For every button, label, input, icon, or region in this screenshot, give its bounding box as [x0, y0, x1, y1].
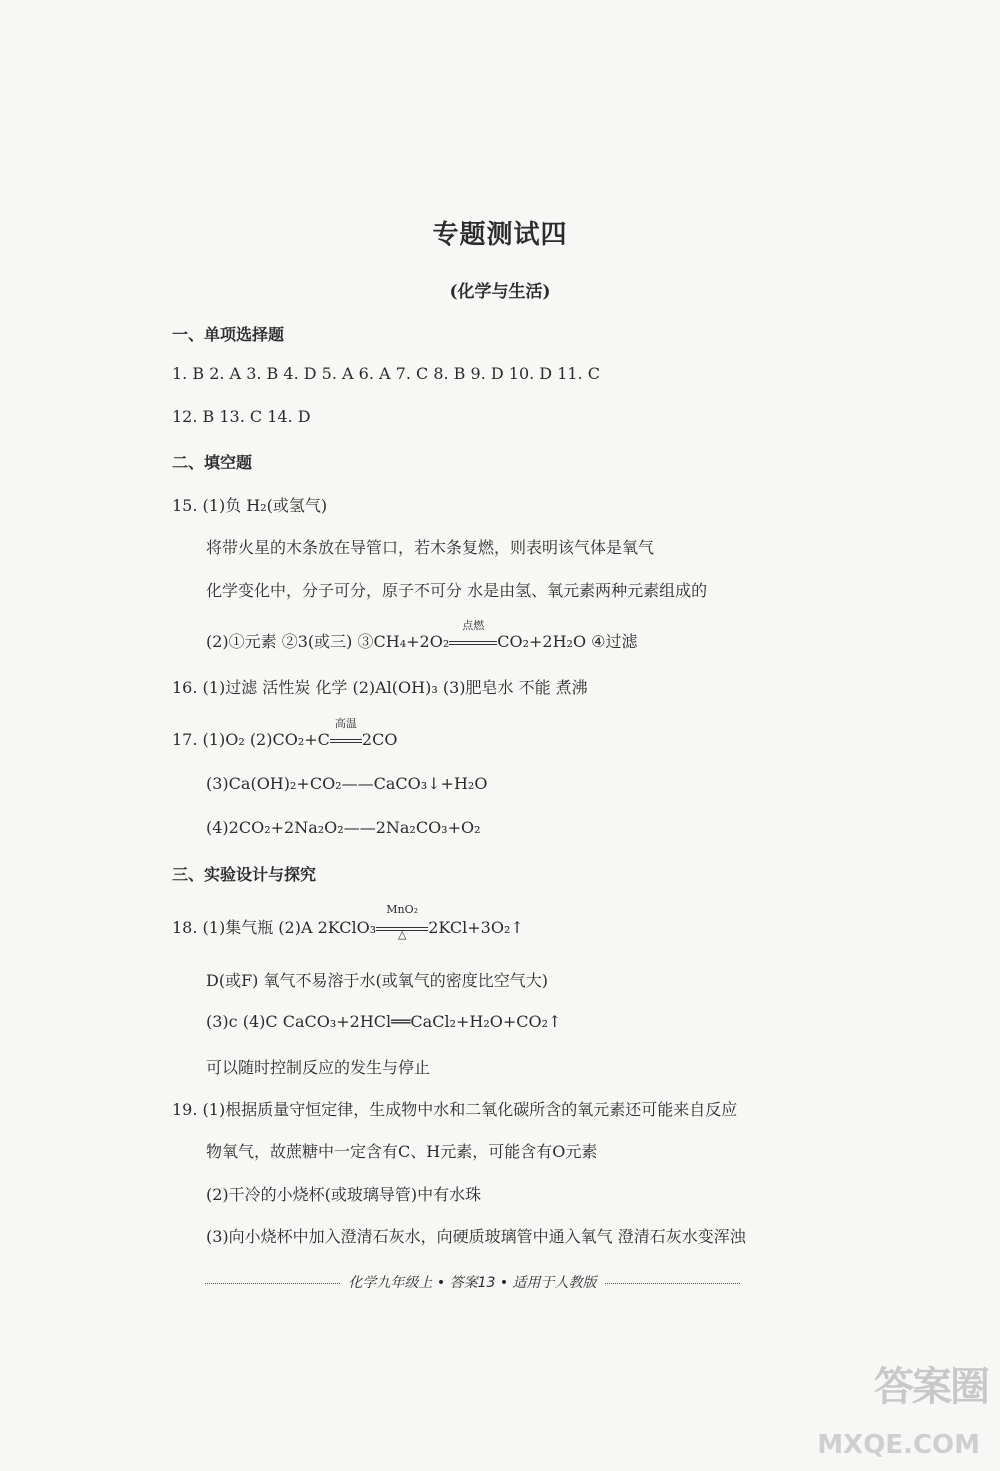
q18-equation-right: 2KCl+3O₂↑: [428, 918, 524, 937]
page-title: 专题测试四: [432, 220, 568, 250]
q18-equation-left: 18. (1)集气瓶 (2)A 2KClO₃: [172, 918, 377, 937]
q17-line-1: [172, 717, 398, 749]
reaction-condition: [330, 717, 362, 749]
page-footer: [145, 1272, 800, 1292]
watermark-logo: 答案圈: [874, 1364, 988, 1410]
q19-line-2: 物氧气，故蔗糖中一定含有C、H元素，可能含有O元素: [206, 1142, 598, 1161]
q15-equation-left: (2)①元素 ②3(或三) ③CH₄+2O₂: [206, 632, 450, 651]
section-heading-choice: 一、单项选择题: [172, 325, 285, 344]
q17-line-3: (4)2CO₂+2Na₂O₂——2Na₂CO₃+O₂: [206, 818, 481, 837]
answer-row-2: 12. B 13. C 14. D: [172, 407, 311, 426]
section-heading-experiment: 三、实验设计与探究: [172, 865, 317, 884]
q18-line-3: (3)c (4)C CaCO₃+2HCl══CaCl₂+H₂O+CO₂↑: [206, 1012, 562, 1031]
q19-line-3: (2)干冷的小烧杯(或玻璃导管)中有水珠: [206, 1185, 482, 1204]
q17-equation-left: 17. (1)O₂ (2)CO₂+C: [172, 730, 330, 749]
q17-equation-right: 2CO: [361, 730, 398, 749]
condition-label: 高温: [334, 717, 357, 730]
q16-line-1: 16. (1)过滤 活性炭 化学 (2)Al(OH)₃ (3)肥皂水 不能 煮沸: [172, 678, 588, 697]
section-heading-fill: 二、填空题: [172, 453, 253, 472]
q15-equation-right: CO₂+2H₂O ④过滤: [497, 632, 638, 651]
condition-catalyst: MnO₂: [386, 903, 419, 916]
answer-row-1: 1. B 2. A 3. B 4. D 5. A 6. A 7. C 8. B 9. D 10. D 11. C: [172, 364, 600, 383]
q18-line-2: D(或F) 氧气不易溶于水(或氧气的密度比空气大): [206, 971, 548, 990]
page-subtitle: (化学与生活): [449, 282, 551, 302]
footer-divider-left: [205, 1283, 340, 1284]
q15-line-4: [206, 619, 638, 652]
watermark-url: MXQE.COM: [817, 1430, 980, 1460]
q19-line-1: 19. (1)根据质量守恒定律，生成物中水和二氧化碳所含的氧元素还可能来自反应: [172, 1100, 738, 1119]
condition-heat: △: [397, 928, 407, 941]
q19-line-4: (3)向小烧杯中加入澄清石灰水，向硬质玻璃管中通入氧气 澄清石灰水变浑浊: [206, 1227, 746, 1246]
q15-line-1: 15. (1)负 H₂(或氢气): [172, 496, 328, 515]
reaction-condition: [376, 903, 428, 941]
footer-text: 化学九年级上 • 答案13 • 适用于人教版: [348, 1275, 597, 1291]
reaction-condition: [449, 619, 497, 651]
q18-line-1: [172, 903, 524, 941]
condition-label: 点燃: [462, 619, 485, 632]
q15-line-2: 将带火星的木条放在导管口，若木条复燃，则表明该气体是氧气: [206, 538, 655, 557]
q17-line-2: (3)Ca(OH)₂+CO₂——CaCO₃↓+H₂O: [206, 774, 488, 793]
footer-divider-right: [605, 1283, 740, 1284]
q18-line-4: 可以随时控制反应的发生与停止: [206, 1058, 431, 1077]
q15-line-3: 化学变化中，分子可分，原子不可分 水是由氢、氧元素两种元素组成的: [206, 581, 708, 600]
